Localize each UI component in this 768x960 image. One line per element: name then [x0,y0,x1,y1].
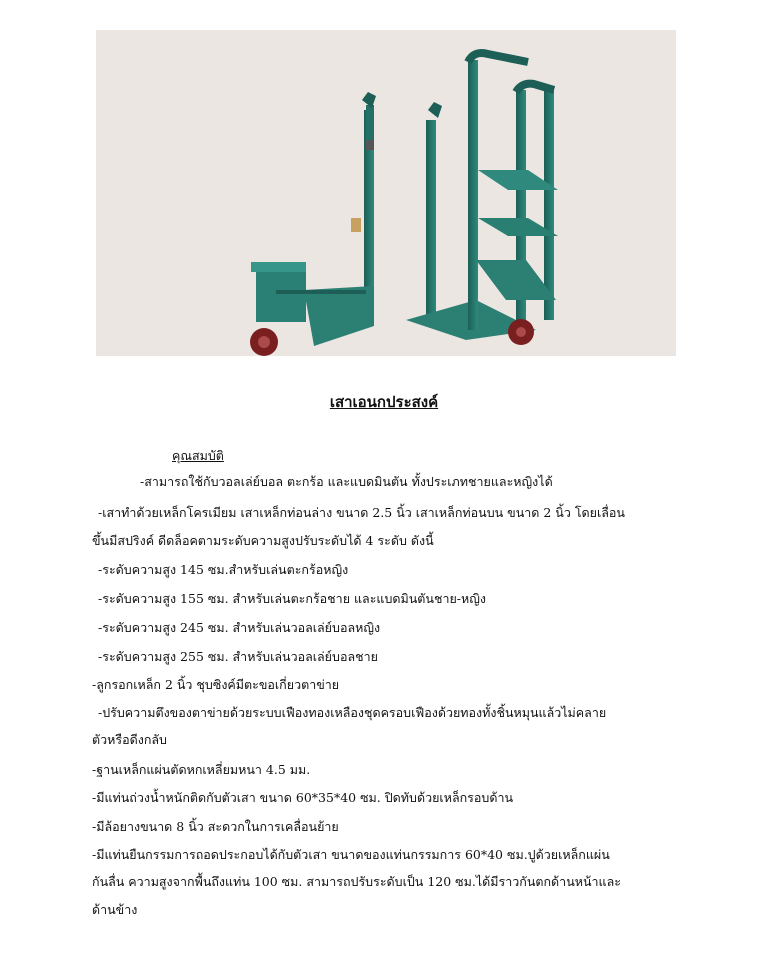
feature-line: -ฐานเหล็กแผ่นตัดหกเหลี่ยมหนา 4.5 มม. [92,762,311,777]
feature-line: -ระดับความสูง 155 ซม. สำหรับเล่นตะกร้อชาย และแบดมินตันชาย-หญิง [98,591,487,606]
product-photo [96,30,676,356]
features-heading: คุณสมบัติ [172,448,224,463]
post-unit-left [250,92,376,356]
feature-line: -เสาทำด้วยเหล็กโครเมียม เสาเหล็กท่อนล่าง ขนาด 2.5 นิ้ว เสาเหล็กท่อนบน ขนาด 2 นิ้ว โดยเลื่อน [98,505,625,520]
post-unit-right [406,53,558,345]
feature-line: ด้านข้าง [92,902,138,917]
feature-line: -มีแท่นยืนกรรมการถอดประกอบได้กับตัวเสา ขนาดของแท่นกรรมการ 60*40 ซม.ปูด้วยเหล็กแผ่น [92,847,610,862]
feature-line: -ปรับความตึงของตาข่ายด้วยระบบเฟืองทองเหลืองชุดครอบเฟืองด้วยทองทั้งชิ้นหมุนแล้วไม่คลาย [98,705,607,720]
feature-line: -สามารถใช้กับวอลเล่ย์บอล ตะกร้อ และแบดมินตัน ทั้งประเภทชายและหญิงได้ [140,474,553,489]
feature-line: -ระดับความสูง 245 ซม. สำหรับเล่นวอลเล่ย์บอลหญิง [98,620,381,635]
multipurpose-post-illustration [96,30,676,356]
feature-line: -ระดับความสูง 255 ซม. สำหรับเล่นวอลเล่ย์บอลชาย [98,649,378,664]
feature-line: ขึ้นมีสปริงค์ ดีดล็อคตามระดับความสูงปรับระดับได้ 4 ระดับ ดังนี้ [92,533,434,548]
feature-line: -มีล้อยางขนาด 8 นิ้ว สะดวกในการเคลื่อนย้าย [92,819,339,834]
document-title: เสาเอนกประสงค์ [329,393,439,411]
feature-line: -มีแท่นถ่วงน้ำหนักติดกับตัวเสา ขนาด 60*35*40 ซม. ปิดทับด้วยเหล็กรอบด้าน [92,790,514,805]
feature-line: -ลูกรอกเหล็ก 2 นิ้ว ชุบซิงค์มีตะขอเกี่ยวตาข่าย [92,677,340,692]
feature-line: ตัวหรือดีงกลับ [92,732,167,747]
feature-line: กันลื่น ความสูงจากพื้นถึงแท่น 100 ซม. สามารถปรับระดับเป็น 120 ซม.ได้มีราวกันตกด้านหน้าและ [92,874,621,889]
feature-line: -ระดับความสูง 145 ซม.สำหรับเล่นตะกร้อหญิง [98,562,349,577]
